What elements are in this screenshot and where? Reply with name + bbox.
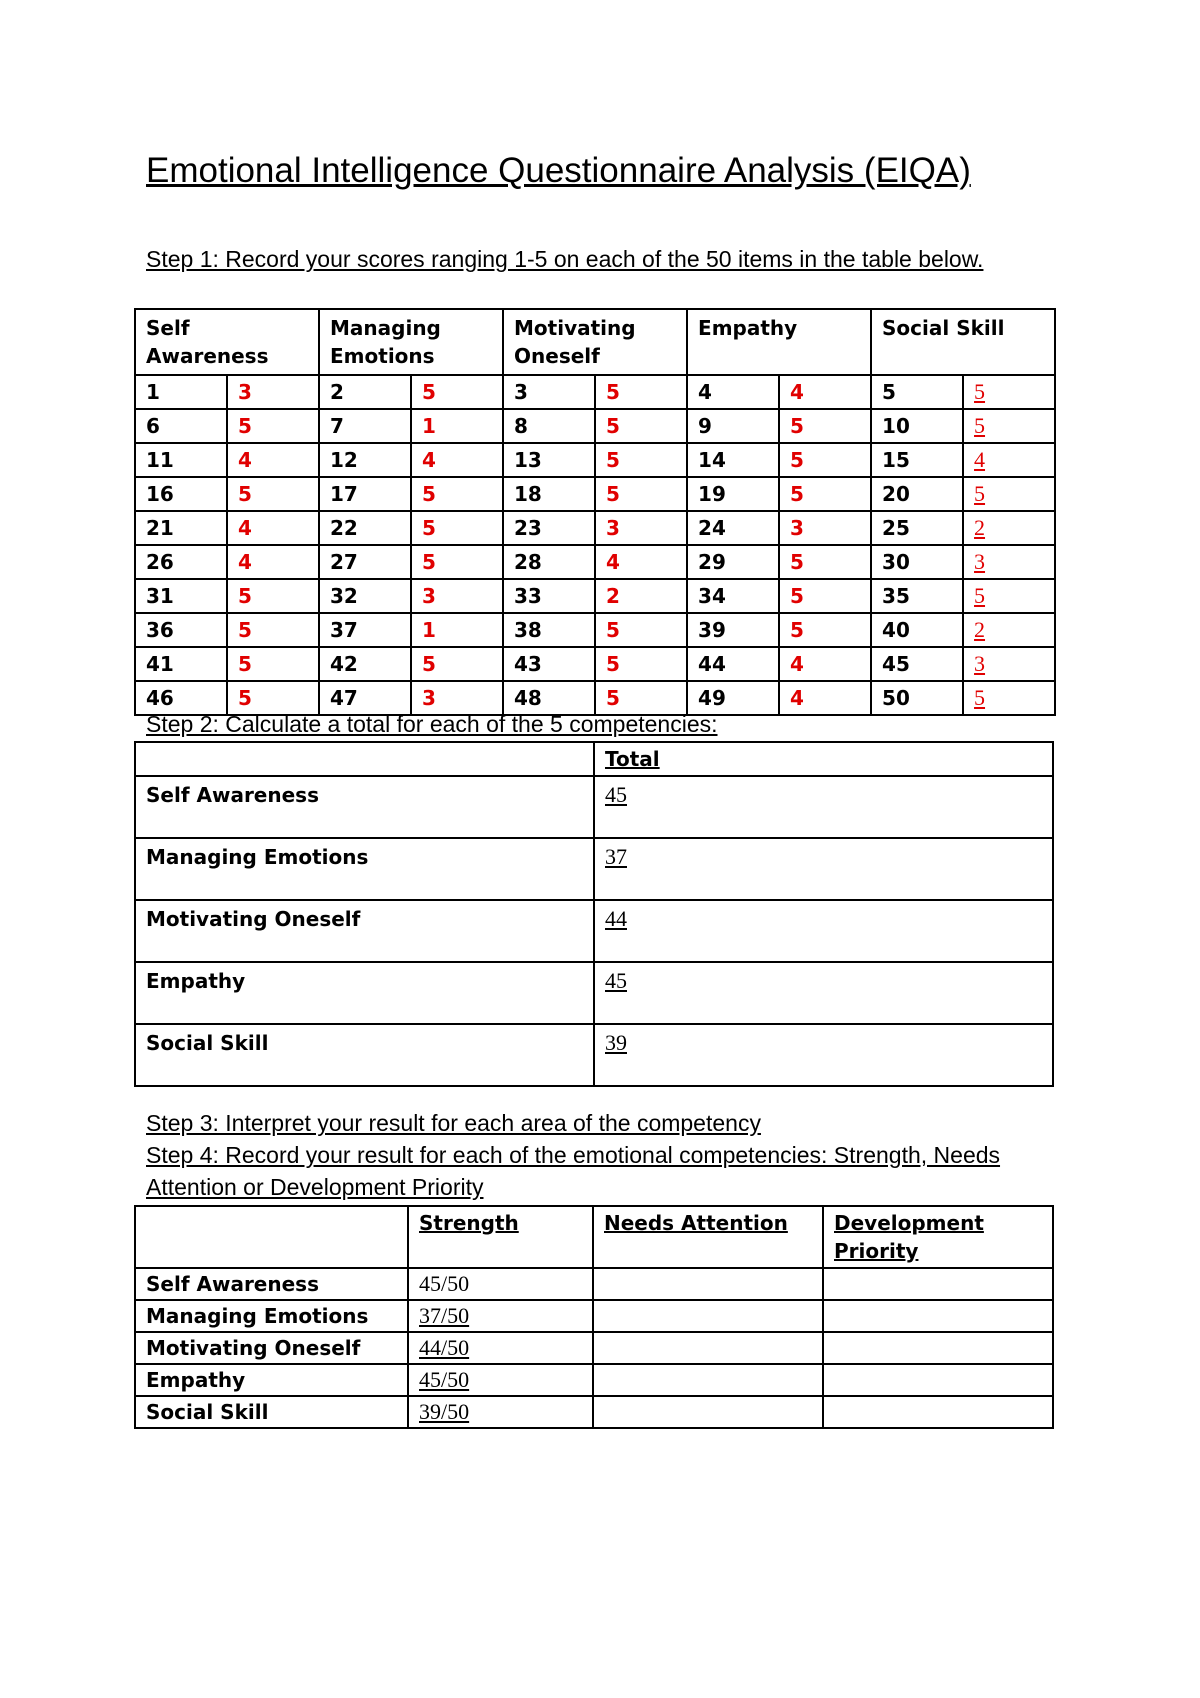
item-score: 5	[779, 579, 871, 613]
totals-header-row	[135, 742, 1053, 776]
item-score: 3	[411, 681, 503, 715]
item-number: 30	[871, 545, 963, 579]
item-number: 11	[135, 443, 227, 477]
totals-row	[135, 1024, 1053, 1086]
development-priority-value	[823, 1332, 1053, 1364]
competency-label: Self Awareness	[135, 1268, 408, 1300]
item-score: 3	[595, 511, 687, 545]
competency-total: 45	[594, 776, 1053, 838]
item-number: 14	[687, 443, 779, 477]
step-1-instruction: Step 1: Record your scores ranging 1-5 on each of the 50 items in the table below.	[146, 246, 984, 272]
needs-attention-value	[593, 1268, 823, 1300]
item-score: 5	[779, 409, 871, 443]
item-number: 9	[687, 409, 779, 443]
item-score: 5	[595, 681, 687, 715]
item-number: 44	[687, 647, 779, 681]
development-priority-value	[823, 1300, 1053, 1332]
item-number: 28	[503, 545, 595, 579]
item-score: 5	[227, 647, 319, 681]
item-score: 5	[779, 477, 871, 511]
item-score: 5	[779, 613, 871, 647]
needs-attention-value	[593, 1396, 823, 1428]
item-number: 16	[135, 477, 227, 511]
score-row	[135, 409, 1055, 443]
item-number: 22	[319, 511, 411, 545]
item-score: 5	[411, 375, 503, 409]
results-row	[135, 1268, 1053, 1300]
item-number: 5	[871, 375, 963, 409]
competency-header: Managing Emotions	[319, 309, 503, 375]
totals-row	[135, 900, 1053, 962]
competency-label: Motivating Oneself	[135, 900, 594, 962]
needs-attention-value	[593, 1364, 823, 1396]
development-priority-value	[823, 1396, 1053, 1428]
competency-total: 45	[594, 962, 1053, 1024]
item-number: 13	[503, 443, 595, 477]
result-category-header: Development Priority	[823, 1206, 1053, 1268]
results-row	[135, 1364, 1053, 1396]
item-score: 3	[779, 511, 871, 545]
result-category-header: Strength	[408, 1206, 593, 1268]
scores-table	[134, 308, 1056, 716]
item-number: 8	[503, 409, 595, 443]
item-number: 24	[687, 511, 779, 545]
results-row	[135, 1332, 1053, 1364]
item-number: 12	[319, 443, 411, 477]
development-priority-value	[823, 1364, 1053, 1396]
item-number: 45	[871, 647, 963, 681]
item-score: 5	[227, 681, 319, 715]
score-row	[135, 545, 1055, 579]
item-score: 5	[963, 375, 1055, 409]
step-2-instruction: Step 2: Calculate a total for each of the 5 competencies:	[146, 711, 718, 737]
needs-attention-value	[593, 1300, 823, 1332]
competency-label: Social Skill	[135, 1024, 594, 1086]
item-number: 20	[871, 477, 963, 511]
item-score: 5	[963, 477, 1055, 511]
item-score: 5	[595, 647, 687, 681]
item-score: 4	[779, 681, 871, 715]
competency-header: Empathy	[687, 309, 871, 375]
item-number: 50	[871, 681, 963, 715]
item-number: 10	[871, 409, 963, 443]
item-score: 4	[227, 511, 319, 545]
item-score: 5	[227, 409, 319, 443]
item-number: 36	[135, 613, 227, 647]
competency-header: Self Awareness	[135, 309, 319, 375]
item-number: 17	[319, 477, 411, 511]
item-number: 32	[319, 579, 411, 613]
item-score: 5	[779, 545, 871, 579]
item-number: 25	[871, 511, 963, 545]
score-row	[135, 647, 1055, 681]
item-number: 23	[503, 511, 595, 545]
strength-value: 45/50	[408, 1268, 593, 1300]
score-row	[135, 511, 1055, 545]
item-score: 5	[411, 477, 503, 511]
competency-label: Empathy	[135, 962, 594, 1024]
item-score: 5	[227, 613, 319, 647]
item-score: 3	[963, 545, 1055, 579]
item-score: 2	[595, 579, 687, 613]
competency-label: Social Skill	[135, 1396, 408, 1428]
score-row	[135, 443, 1055, 477]
item-number: 43	[503, 647, 595, 681]
item-score: 3	[963, 647, 1055, 681]
item-score: 5	[595, 409, 687, 443]
strength-value: 39/50	[408, 1396, 593, 1428]
results-row	[135, 1300, 1053, 1332]
competency-label: Self Awareness	[135, 776, 594, 838]
item-number: 49	[687, 681, 779, 715]
item-score: 5	[595, 375, 687, 409]
item-score: 4	[779, 647, 871, 681]
item-number: 37	[319, 613, 411, 647]
competency-total: 37	[594, 838, 1053, 900]
totals-row	[135, 838, 1053, 900]
item-number: 21	[135, 511, 227, 545]
total-header: Total	[594, 742, 1053, 776]
strength-value: 44/50	[408, 1332, 593, 1364]
strength-value: 45/50	[408, 1364, 593, 1396]
result-category-header: Needs Attention	[593, 1206, 823, 1268]
item-score: 2	[963, 613, 1055, 647]
score-row	[135, 477, 1055, 511]
item-score: 4	[227, 443, 319, 477]
item-number: 27	[319, 545, 411, 579]
score-row	[135, 613, 1055, 647]
item-score: 3	[227, 375, 319, 409]
strength-value: 37/50	[408, 1300, 593, 1332]
item-score: 4	[779, 375, 871, 409]
item-score: 5	[963, 409, 1055, 443]
competency-total: 39	[594, 1024, 1053, 1086]
score-row	[135, 375, 1055, 409]
item-score: 5	[595, 613, 687, 647]
item-number: 33	[503, 579, 595, 613]
item-number: 39	[687, 613, 779, 647]
item-score: 5	[595, 477, 687, 511]
competency-label: Empathy	[135, 1364, 408, 1396]
step-4-instruction: Step 4: Record your result for each of the emotional competencies: Strength, Needs Attention or Development Priority	[146, 1142, 1001, 1200]
item-number: 2	[319, 375, 411, 409]
item-score: 5	[227, 579, 319, 613]
item-number: 1	[135, 375, 227, 409]
step-3-instruction: Step 3: Interpret your result for each area of the competency	[146, 1110, 761, 1136]
item-score: 5	[779, 443, 871, 477]
competency-label: Managing Emotions	[135, 1300, 408, 1332]
item-number: 7	[319, 409, 411, 443]
page-title: Emotional Intelligence Questionnaire Analysis (EIQA)	[146, 151, 971, 190]
item-score: 5	[595, 443, 687, 477]
item-number: 4	[687, 375, 779, 409]
competency-label: Managing Emotions	[135, 838, 594, 900]
item-score: 4	[411, 443, 503, 477]
needs-attention-value	[593, 1332, 823, 1364]
item-number: 18	[503, 477, 595, 511]
item-number: 48	[503, 681, 595, 715]
results-table	[134, 1205, 1054, 1429]
item-number: 40	[871, 613, 963, 647]
item-score: 4	[963, 443, 1055, 477]
item-number: 42	[319, 647, 411, 681]
item-score: 4	[227, 545, 319, 579]
item-number: 3	[503, 375, 595, 409]
totals-row	[135, 776, 1053, 838]
item-number: 38	[503, 613, 595, 647]
item-number: 47	[319, 681, 411, 715]
competency-header: Motivating Oneself	[503, 309, 687, 375]
competency-header: Social Skill	[871, 309, 1055, 375]
item-score: 1	[411, 613, 503, 647]
item-score: 5	[411, 545, 503, 579]
item-score: 5	[227, 477, 319, 511]
item-number: 6	[135, 409, 227, 443]
item-number: 19	[687, 477, 779, 511]
scores-header-row	[135, 309, 1055, 375]
item-score: 3	[411, 579, 503, 613]
item-number: 26	[135, 545, 227, 579]
item-number: 46	[135, 681, 227, 715]
item-score: 2	[963, 511, 1055, 545]
item-number: 35	[871, 579, 963, 613]
competency-total: 44	[594, 900, 1053, 962]
item-number: 29	[687, 545, 779, 579]
item-score: 1	[411, 409, 503, 443]
results-row	[135, 1396, 1053, 1428]
empty-header-cell	[135, 1206, 408, 1268]
totals-row	[135, 962, 1053, 1024]
item-number: 31	[135, 579, 227, 613]
totals-table	[134, 741, 1054, 1087]
item-score: 5	[411, 647, 503, 681]
item-number: 15	[871, 443, 963, 477]
item-number: 34	[687, 579, 779, 613]
item-score: 5	[963, 681, 1055, 715]
results-header-row	[135, 1206, 1053, 1268]
item-score: 5	[963, 579, 1055, 613]
item-score: 4	[595, 545, 687, 579]
development-priority-value	[823, 1268, 1053, 1300]
competency-label: Motivating Oneself	[135, 1332, 408, 1364]
item-number: 41	[135, 647, 227, 681]
score-row	[135, 579, 1055, 613]
empty-header-cell	[135, 742, 594, 776]
item-score: 5	[411, 511, 503, 545]
